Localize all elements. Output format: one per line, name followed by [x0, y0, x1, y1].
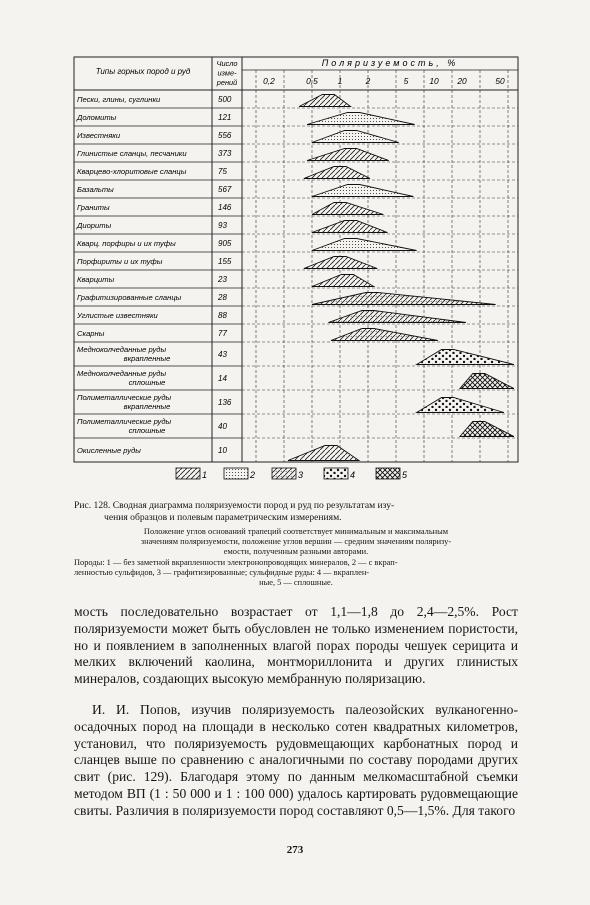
- row-count: 43: [218, 350, 227, 359]
- row-count: 136: [218, 398, 232, 407]
- scale-tick-label: 20: [457, 76, 467, 86]
- scale-tick-label: 50: [495, 76, 505, 86]
- row-rock-name: Медноколчеданные руды: [77, 369, 167, 378]
- row-count: 500: [218, 95, 232, 104]
- row-count: 93: [218, 221, 227, 230]
- row-rock-name: Кварц. порфиры и их туфы: [77, 239, 176, 248]
- caption-title-line-1: Рис. 128. Сводная диаграмма поляризуемости пород и руд по результатам изу-: [74, 500, 395, 511]
- row-count: 905: [218, 239, 232, 248]
- trapezoid: [299, 95, 350, 107]
- note1-line-3: емости, полученным разными авторами.: [223, 547, 369, 557]
- row-rock-name: Кварцево-хлоритовые сланцы: [77, 167, 187, 176]
- caption-title-line-2: чения образцов и полевым параметрическим измерениям.: [104, 512, 342, 523]
- legend-swatch: [272, 468, 296, 479]
- row-rock-name: Углистые известняки: [77, 311, 158, 320]
- note2-line-3: ные, 5 — сплошные.: [259, 578, 333, 588]
- legend-label: 5: [402, 470, 408, 480]
- trapezoid: [312, 131, 399, 143]
- row-rock-name: Диориты: [77, 221, 112, 230]
- table-labels: [76, 58, 505, 455]
- row-rock-name: Пески, глины, суглинки: [77, 95, 161, 104]
- page-number: 273: [286, 844, 304, 856]
- trapezoid: [304, 167, 370, 179]
- legend-label: 2: [250, 470, 256, 480]
- row-count: 567: [218, 185, 232, 194]
- scale-tick-label: 0,5: [306, 76, 318, 86]
- legend-swatch: [176, 468, 200, 479]
- legend: [176, 468, 408, 480]
- row-rock-name: Полиметаллические руды: [77, 417, 172, 426]
- row-rock-name: вкрапленные: [123, 354, 171, 363]
- paragraph-2: И. И. Попов, изучив поляризуемость палеозойских вулканогенно-осадочных пород на площади в несколько сотен квадратных километров, установил, что поляризуемость рудовмещающих карбонатных пород и сланцев выше по сравнению с аналогичными по составу породами других свит (рис. 129). Благодаря этому по данным мелкомасштабной съемки методом ВП (1 : 50 000 и 1 : 100 000) удалось картировать рудовмещающие свиты. Различия в поляризуемости пород составляют 0,5—1,5%. Для такого: [74, 702, 518, 818]
- trapezoid: [312, 185, 413, 197]
- trapezoid: [417, 398, 504, 413]
- row-rock-name: вкрапленные: [123, 402, 171, 411]
- legend-swatch: [324, 468, 348, 479]
- row-rock-name: Скарны: [77, 329, 105, 338]
- legend-label: 3: [298, 470, 304, 480]
- scale-tick-label: 0,2: [263, 76, 275, 86]
- row-rock-name: Кварциты: [77, 275, 115, 284]
- scale-tick-label: 1: [337, 76, 343, 86]
- trapezoid: [304, 257, 377, 269]
- row-rock-name: сплошные: [128, 426, 166, 435]
- scale-tick-label: 2: [365, 76, 371, 86]
- trapezoid: [312, 293, 496, 305]
- row-rock-name: сплошные: [128, 378, 166, 387]
- row-rock-name: Окисленные руды: [77, 446, 141, 455]
- header-polarizability: Поляризуемость, %: [321, 58, 459, 68]
- row-rock-name: Доломиты: [77, 113, 117, 122]
- legend-label: 1: [202, 470, 208, 480]
- row-count: 23: [218, 275, 227, 284]
- header-count-line: изме-: [217, 68, 237, 78]
- row-count: 75: [218, 167, 227, 176]
- figure-caption: [74, 500, 518, 524]
- trapezoid: [312, 203, 383, 215]
- trapezoid: [460, 422, 514, 437]
- legend-swatch: [224, 468, 248, 479]
- header-rock-types: Типы горных пород и руд: [95, 67, 191, 76]
- note1-line-2: значениям поляризуемости, положение углов вершин — средним значениям поляризу-: [140, 537, 452, 547]
- row-count: 146: [218, 203, 232, 212]
- row-count: 77: [218, 329, 227, 338]
- row-rock-name: Графитизированные сланцы: [77, 293, 182, 302]
- legend-swatch: [376, 468, 400, 479]
- row-count: 88: [218, 311, 227, 320]
- row-count: 10: [218, 446, 227, 455]
- row-rock-name: Глинистые сланцы, песчаники: [77, 149, 187, 158]
- scale-tick-label: 5: [403, 76, 409, 86]
- row-count: 121: [218, 113, 232, 122]
- trapezoid: [312, 221, 387, 233]
- trapezoid: [307, 113, 415, 125]
- header-count-line: Число: [216, 59, 238, 68]
- trapezoid: [288, 446, 359, 461]
- row-count: 14: [218, 374, 227, 383]
- legend-label: 4: [350, 470, 356, 480]
- trapezoid: [312, 239, 417, 251]
- row-rock-name: Порфириты и их туфы: [77, 257, 163, 266]
- header-count-line: рений: [216, 78, 238, 87]
- row-count: 28: [218, 293, 227, 302]
- row-rock-name: Известняки: [77, 131, 121, 140]
- row-count: 40: [218, 422, 227, 431]
- row-count: 556: [218, 131, 232, 140]
- trapezoid: [328, 311, 466, 323]
- note1-line-1: Положение углов оснований трапеций соответствует минимальным и максимальным: [143, 527, 449, 536]
- trapezoid: [312, 275, 374, 287]
- row-rock-name: Полиметаллические руды: [77, 393, 172, 402]
- row-count: 373: [218, 149, 232, 158]
- trapezoid: [460, 374, 514, 389]
- paragraph-1: мость последовательно возрастает от 1,1—1,8 до 2,4—2,5%. Рост поляризуемости может быть обусловлен не только изменением пористости, но и появлением в заполненных влагой порах породы чешуек серицита и мелких включений каолина, монтмориллонита и других глинистых минералов, создающих высокую мембранную поляризацию.: [74, 604, 518, 687]
- trapezoid: [331, 329, 438, 341]
- note2-line-1: Породы: 1 — без заметной вкрапленности электронопроводящих минералов, 2 — с вкрап-: [74, 557, 398, 567]
- trapezoid: [417, 350, 514, 365]
- row-rock-name: Граниты: [77, 203, 110, 212]
- caption-note: [74, 527, 518, 588]
- row-rock-name: Базальты: [77, 185, 114, 194]
- scale-tick-label: 10: [429, 76, 439, 86]
- row-count: 155: [218, 257, 232, 266]
- trapezoid: [307, 149, 389, 161]
- row-rock-name: Медноколчеданные руды: [77, 345, 167, 354]
- note2-line-2: ленностью сульфидов, 3 — графитизированные; сульфидные руды: 4 — вкраплен-: [74, 567, 370, 577]
